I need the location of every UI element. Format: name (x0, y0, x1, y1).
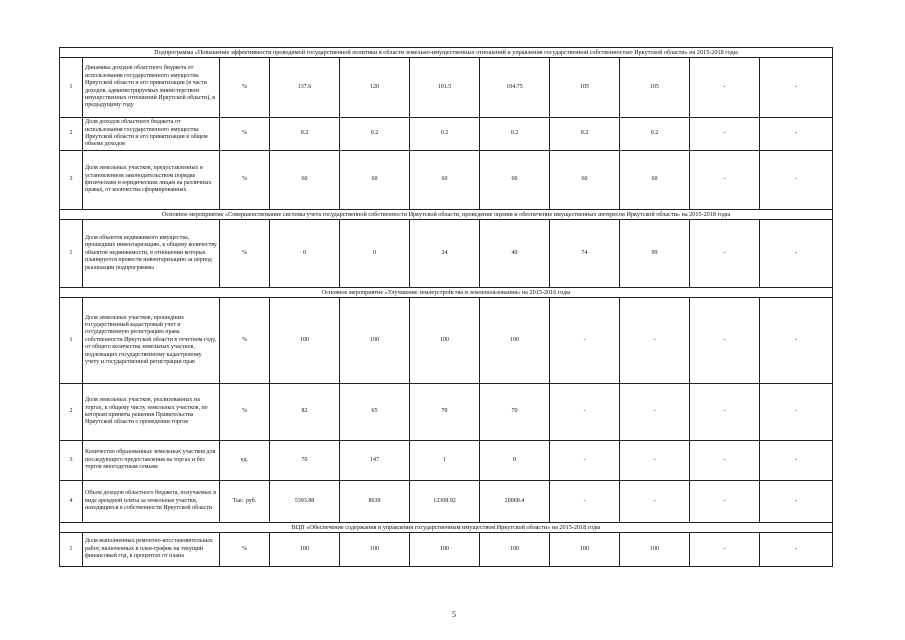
indicator-description-cell: Объем доходов областного бюджета, получаемых в виде арендной платы за земельные участки, находящиеся в собственности Иркутской области (83, 481, 220, 523)
value-cell: 100 (270, 533, 340, 567)
value-cell: 99 (620, 220, 690, 288)
value-cell: 100 (480, 533, 550, 567)
indicator-description-cell: Доля доходов областного бюджета от использования государственного имущества Иркутской области и его приватизации в общем объеме доходов (83, 118, 220, 151)
table-row (60, 384, 833, 441)
value-cell: 0.2 (480, 118, 550, 151)
value-cell: 12308.92 (410, 481, 480, 523)
value-cell: 0.2 (270, 118, 340, 151)
value-cell: - (760, 151, 833, 210)
section-title: Подпрограмма «Повышение эффективности проводимой государственной политики в области земельно-имущественных отношений и управления государственной собственностью Иркутской области» на 2015-2018 годы (60, 48, 833, 58)
value-cell: 70 (480, 384, 550, 441)
value-cell: 65 (340, 384, 410, 441)
section-title: Основное мероприятие «Совершенствование системы учета государственной собственности Иркутской области, проведение оценки и обеспечение имущественных интересов Иркутской области» на 2015-2018 годы (60, 210, 833, 220)
value-cell: - (690, 384, 760, 441)
unit-cell: % (220, 298, 270, 384)
value-cell: 82 (270, 384, 340, 441)
section-title: ВЦП «Обеспечение содержания и управления государственным имуществом Иркутской области» на 2015-2018 годы (60, 523, 833, 533)
value-cell: - (690, 298, 760, 384)
value-cell: - (690, 481, 760, 523)
value-cell: 100 (410, 533, 480, 567)
value-cell: 137.6 (270, 58, 340, 118)
value-cell: - (690, 151, 760, 210)
row-number-cell: 3 (60, 151, 83, 210)
value-cell: - (690, 441, 760, 481)
indicator-description-cell: Доля земельных участков, реализованных на торгах, к общему числу земельных участков, по которым приняты решения Правительства Иркутской области о проведении торгов (83, 384, 220, 441)
value-cell: - (760, 58, 833, 118)
value-cell: 120 (340, 58, 410, 118)
indicator-description-cell: Количество образованных земельных участков для последующего предоставления на торгах и без торгов многодетным семьям (83, 441, 220, 481)
value-cell: 70 (270, 441, 340, 481)
indicator-description-cell: Доля выполненных ремонтно-восстановительных работ, включенных в план-график на текущий финансовый год, в процентах от плана (83, 533, 220, 567)
value-cell: 0.2 (340, 118, 410, 151)
section-header-row (60, 288, 833, 298)
value-cell: 0.2 (620, 118, 690, 151)
value-cell: 60 (410, 151, 480, 210)
value-cell: 100 (480, 298, 550, 384)
value-cell: 0.2 (550, 118, 620, 151)
value-cell: - (690, 58, 760, 118)
value-cell: 49 (480, 220, 550, 288)
value-cell: 60 (340, 151, 410, 210)
row-number-cell: 1 (60, 533, 83, 567)
value-cell: - (550, 298, 620, 384)
row-number-cell: 2 (60, 384, 83, 441)
indicator-description-cell: Доля земельных участков, предоставленных в установленном законодательством порядке физическим и юридическим лицам на различных правах, от количества сформированных (83, 151, 220, 210)
value-cell: - (620, 441, 690, 481)
value-cell: - (760, 220, 833, 288)
indicators-table (59, 47, 833, 567)
section-header-row (60, 523, 833, 533)
value-cell: 0.2 (410, 118, 480, 151)
page-number: 5 (452, 610, 456, 619)
row-number-cell: 1 (60, 298, 83, 384)
value-cell: 100 (620, 533, 690, 567)
value-cell: - (690, 118, 760, 151)
row-number-cell: 3 (60, 441, 83, 481)
unit-cell: Тыс. руб. (220, 481, 270, 523)
unit-cell: % (220, 384, 270, 441)
table-row (60, 298, 833, 384)
table-row (60, 533, 833, 567)
value-cell: 60 (550, 151, 620, 210)
value-cell: 74 (550, 220, 620, 288)
row-number-cell: 1 (60, 58, 83, 118)
value-cell: - (760, 441, 833, 481)
row-number-cell: 4 (60, 481, 83, 523)
value-cell: 0 (480, 441, 550, 481)
value-cell: 147 (340, 441, 410, 481)
value-cell: - (620, 384, 690, 441)
value-cell: 101.5 (410, 58, 480, 118)
section-header-row (60, 48, 833, 58)
table-body (60, 48, 833, 567)
value-cell: 60 (480, 151, 550, 210)
table-row (60, 118, 833, 151)
table-row (60, 481, 833, 523)
unit-cell: % (220, 151, 270, 210)
value-cell: 1 (410, 441, 480, 481)
value-cell: - (760, 298, 833, 384)
unit-cell: % (220, 533, 270, 567)
value-cell: 100 (550, 533, 620, 567)
value-cell: - (620, 481, 690, 523)
value-cell: - (760, 533, 833, 567)
value-cell: 100 (340, 533, 410, 567)
value-cell: 105 (550, 58, 620, 118)
value-cell: - (550, 384, 620, 441)
value-cell: 0 (270, 220, 340, 288)
table-row (60, 220, 833, 288)
value-cell: 100 (340, 298, 410, 384)
indicator-description-cell: Доля земельных участков, прошедших государственный кадастровый учет и государственную регистрацию права собственности Иркутской области в отчетном году, от общего количества земельных участков, подлежащих государственному кадастровому учету и государственной регистрации прав (83, 298, 220, 384)
value-cell: 60 (270, 151, 340, 210)
section-title: Основное мероприятие «Улучшение землеустройства и землепользования» на 2015-2016 годы (60, 288, 833, 298)
table-row (60, 58, 833, 118)
value-cell: 104.75 (480, 58, 550, 118)
indicator-description-cell: Динамика доходов областного бюджета от использования государственного имущества Иркутской области и его приватизации (в части доходов, администрируемых министерством имущественных отношений Иркутской области), к предыдущему году (83, 58, 220, 118)
value-cell: - (760, 481, 833, 523)
unit-cell: % (220, 58, 270, 118)
unit-cell: ед. (220, 441, 270, 481)
indicator-description-cell: Доля объектов недвижимого имущества, прошедших инвентаризацию, к общему количеству объектов недвижимости, в отношении которых планируется провести инвентаризацию за период реализации подпрограммы (83, 220, 220, 288)
value-cell: - (690, 533, 760, 567)
value-cell: 8639 (340, 481, 410, 523)
value-cell: 0 (340, 220, 410, 288)
value-cell: - (690, 220, 760, 288)
table-row (60, 441, 833, 481)
table-row (60, 151, 833, 210)
value-cell: - (620, 298, 690, 384)
value-cell: 24 (410, 220, 480, 288)
value-cell: 20068.4 (480, 481, 550, 523)
value-cell: 105 (620, 58, 690, 118)
unit-cell: % (220, 118, 270, 151)
value-cell: - (760, 118, 833, 151)
value-cell: 5393.88 (270, 481, 340, 523)
unit-cell: % (220, 220, 270, 288)
value-cell: - (760, 384, 833, 441)
value-cell: - (550, 481, 620, 523)
value-cell: 100 (270, 298, 340, 384)
row-number-cell: 2 (60, 118, 83, 151)
section-header-row (60, 210, 833, 220)
value-cell: 60 (620, 151, 690, 210)
row-number-cell: 1 (60, 220, 83, 288)
value-cell: - (550, 441, 620, 481)
value-cell: 70 (410, 384, 480, 441)
value-cell: 100 (410, 298, 480, 384)
